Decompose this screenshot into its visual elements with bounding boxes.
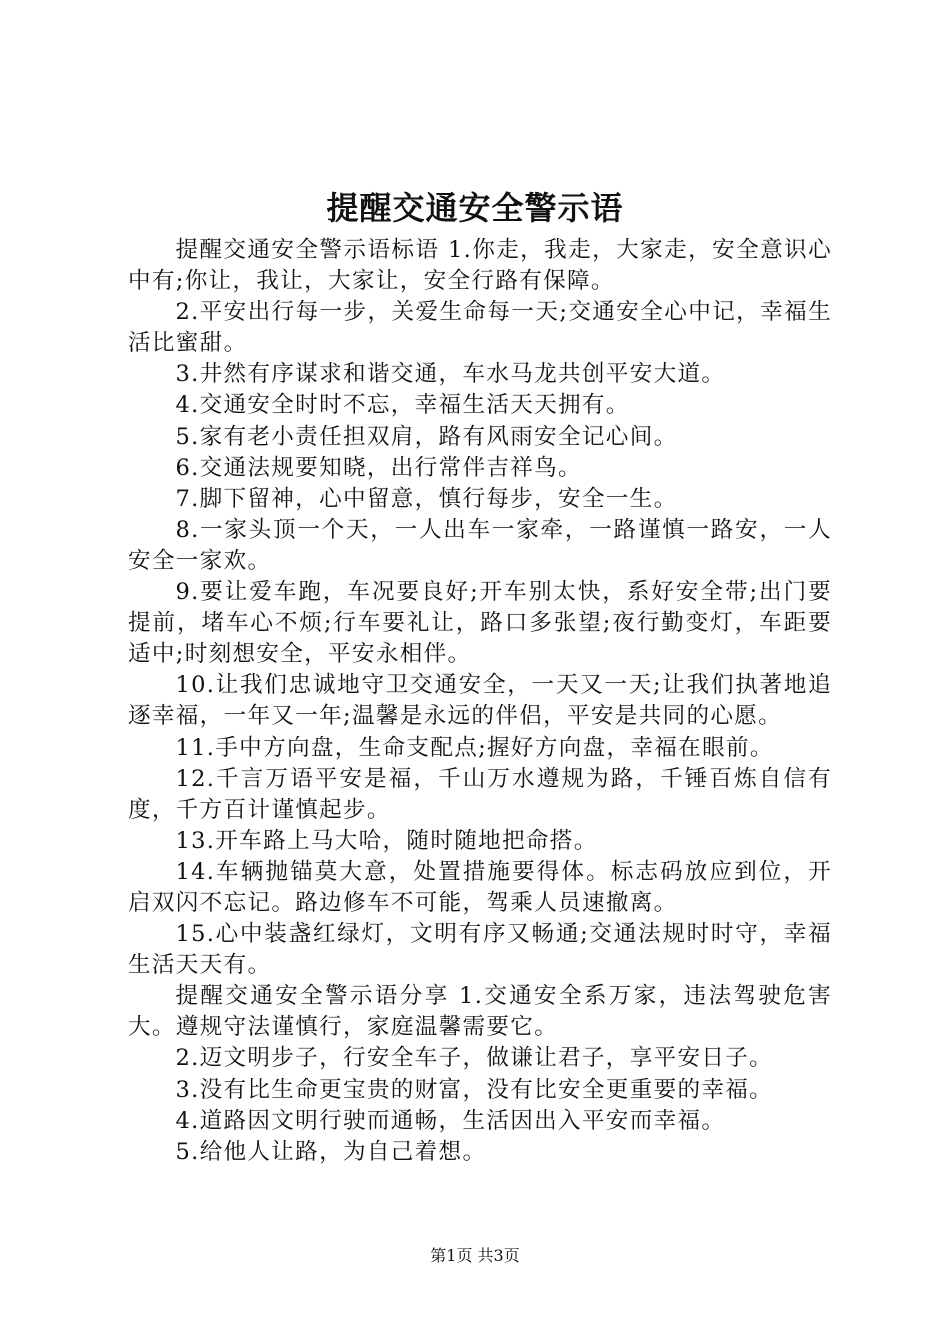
paragraph: 3.没有比生命更宝贵的财富，没有比安全更重要的幸福。 bbox=[175, 1076, 774, 1103]
paragraph: 8.一家头顶一个天，一人出车一家牵，一路谨慎一路安，一人安全一家欢。 bbox=[128, 516, 832, 574]
paragraph: 13.开车路上马大哈，随时随地把命搭。 bbox=[175, 827, 598, 854]
paragraph: 9.要让爱车跑，车况要良好;开车别太快，系好安全带;出门要提前，堵车心不烦;行车要礼让，路口多张望;夜行勤变灯，车距要适中;时刻想安全，平安永相伴。 bbox=[128, 579, 832, 668]
page-footer: 第1页 共3页 bbox=[430, 1246, 520, 1265]
paragraph: 提醒交通安全警示语分享 1.交通安全系万家，违法驾驶危害大。遵规守法谨慎行，家庭温馨需要它。 bbox=[128, 983, 832, 1041]
document-title: 提醒交通安全警示语 bbox=[326, 189, 624, 227]
paragraph: 5.给他人让路，为自己着想。 bbox=[175, 1138, 487, 1165]
paragraph: 3.井然有序谋求和谐交通，车水马龙共创平安大道。 bbox=[175, 361, 726, 388]
paragraph: 5.家有老小责任担双肩，路有风雨安全记心间。 bbox=[175, 423, 678, 450]
paragraph: 4.交通安全时时不忘，幸福生活天天拥有。 bbox=[175, 392, 630, 419]
paragraph: 2.平安出行每一步，关爱生命每一天;交通安全心中记，幸福生活比蜜甜。 bbox=[128, 299, 832, 357]
paragraph: 14.车辆抛锚莫大意，处置措施要得体。标志码放应到位，开启双闪不忘记。路边修车不可能，驾乘人员速撤离。 bbox=[128, 858, 832, 916]
paragraph: 15.心中装盏红绿灯，文明有序又畅通;交通法规时时守，幸福生活天天有。 bbox=[128, 921, 832, 979]
paragraph: 2.迈文明步子，行安全车子，做谦让君子，享平安日子。 bbox=[175, 1045, 774, 1072]
paragraph: 11.手中方向盘，生命支配点;握好方向盘，幸福在眼前。 bbox=[175, 734, 774, 761]
paragraph: 12.千言万语平安是福，千山万水遵规为路，千锤百炼自信有度，千方百计谨慎起步。 bbox=[128, 765, 832, 823]
paragraph: 10.让我们忠诚地守卫交通安全，一天又一天;让我们执著地追逐幸福，一年又一年;温馨是永远的伴侣，平安是共同的心愿。 bbox=[128, 672, 832, 730]
document-body bbox=[128, 235, 832, 1168]
paragraph: 7.脚下留神，心中留意，慎行每步，安全一生。 bbox=[175, 485, 678, 512]
paragraph: 6.交通法规要知晓，出行常伴吉祥鸟。 bbox=[175, 454, 582, 481]
paragraph: 4.道路因文明行驶而通畅，生活因出入平安而幸福。 bbox=[175, 1107, 726, 1134]
paragraph: 提醒交通安全警示语标语 1.你走，我走，大家走，安全意识心中有;你让，我让，大家让，安全行路有保障。 bbox=[128, 237, 832, 295]
